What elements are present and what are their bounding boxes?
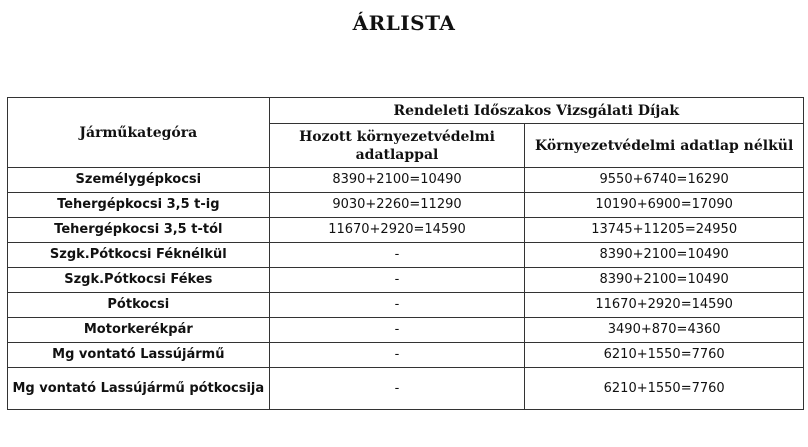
header-group: Rendeleti Időszakos Vizsgálati Díjak bbox=[269, 98, 803, 124]
header-without-sheet: Környezetvédelmi adatlap nélkül bbox=[525, 124, 804, 168]
row-category: Szgk.Pótkocsi Fékes bbox=[8, 268, 270, 293]
table-row bbox=[8, 343, 804, 368]
row-with-sheet: - bbox=[269, 243, 525, 268]
row-without-sheet: 6210+1550=7760 bbox=[525, 368, 804, 410]
row-without-sheet: 8390+2100=10490 bbox=[525, 243, 804, 268]
table-row bbox=[8, 268, 804, 293]
header-with-sheet: Hozott környezetvédelmi adatlappal bbox=[269, 124, 525, 168]
row-with-sheet: 9030+2260=11290 bbox=[269, 193, 525, 218]
row-without-sheet: 9550+6740=16290 bbox=[525, 168, 804, 193]
page-title: ÁRLISTA bbox=[352, 11, 456, 35]
row-category: Tehergépkocsi 3,5 t-tól bbox=[8, 218, 270, 243]
row-without-sheet: 3490+870=4360 bbox=[525, 318, 804, 343]
row-without-sheet: 11670+2920=14590 bbox=[525, 293, 804, 318]
row-with-sheet: - bbox=[269, 293, 525, 318]
table-row bbox=[8, 318, 804, 343]
table-row bbox=[8, 243, 804, 268]
row-with-sheet: 11670+2920=14590 bbox=[269, 218, 525, 243]
table-row bbox=[8, 218, 804, 243]
price-table bbox=[7, 97, 804, 410]
row-category: Tehergépkocsi 3,5 t-ig bbox=[8, 193, 270, 218]
row-category: Személygépkocsi bbox=[8, 168, 270, 193]
row-with-sheet: - bbox=[269, 368, 525, 410]
row-without-sheet: 8390+2100=10490 bbox=[525, 268, 804, 293]
header-row-group bbox=[8, 98, 804, 124]
header-category: Járműkategóra bbox=[8, 98, 270, 168]
row-with-sheet: - bbox=[269, 343, 525, 368]
row-without-sheet: 10190+6900=17090 bbox=[525, 193, 804, 218]
row-without-sheet: 6210+1550=7760 bbox=[525, 343, 804, 368]
table-row bbox=[8, 193, 804, 218]
row-category: Pótkocsi bbox=[8, 293, 270, 318]
row-category: Mg vontató Lassújármű bbox=[8, 343, 270, 368]
row-category: Motorkerékpár bbox=[8, 318, 270, 343]
row-with-sheet: - bbox=[269, 268, 525, 293]
table-row bbox=[8, 168, 804, 193]
row-category: Szgk.Pótkocsi Féknélkül bbox=[8, 243, 270, 268]
row-without-sheet: 13745+11205=24950 bbox=[525, 218, 804, 243]
table-row bbox=[8, 368, 804, 410]
row-with-sheet: - bbox=[269, 318, 525, 343]
table-row bbox=[8, 293, 804, 318]
row-with-sheet: 8390+2100=10490 bbox=[269, 168, 525, 193]
row-category: Mg vontató Lassújármű pótkocsija bbox=[8, 368, 270, 410]
